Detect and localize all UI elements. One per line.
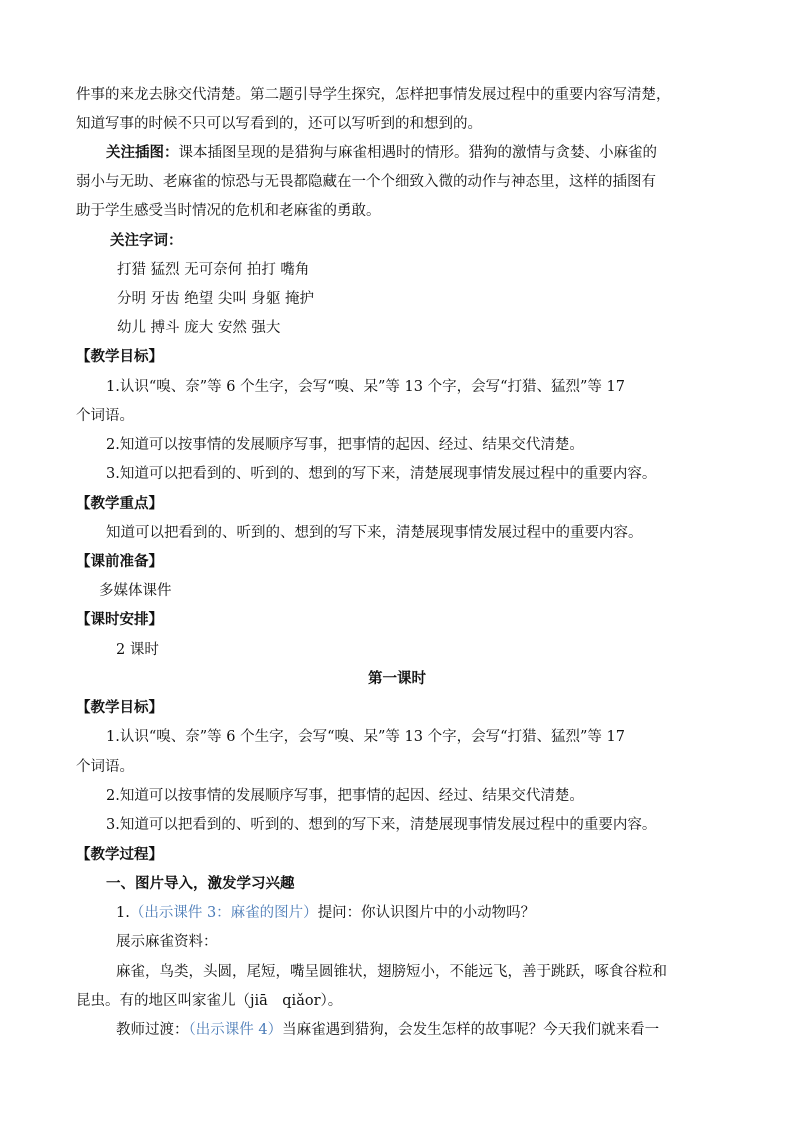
- sparrow-info-1: 麻雀，鸟类，头圆，尾短，嘴呈圆锥状，翅膀短小，不能远飞，善于跳跃，啄食谷粒和: [116, 964, 667, 980]
- schedule-text: 2 课时: [116, 642, 159, 658]
- sparrow-info-2: 昆虫。有的地区叫家雀儿（jiā qiǎor）。: [76, 993, 343, 1009]
- lesson-goal-3: 3.知道可以把看到的、听到的、想到的写下来，清楚展现事情发展过程中的重要内容。: [106, 817, 657, 833]
- process-heading: 【教学过程】: [76, 846, 163, 863]
- words-label: 关注字词：: [110, 232, 183, 249]
- words-row-2: 分明 牙齿 绝望 尖叫 身躯 掩护: [117, 291, 315, 307]
- transition-text: 当麻雀遇到猎狗，会发生怎样的故事呢？今天我们就来看一: [282, 1022, 660, 1038]
- illustration-label: 关注插图：: [106, 144, 179, 161]
- transition-label: 教师过渡：: [116, 1022, 189, 1038]
- prep-heading: 【课前准备】: [76, 553, 163, 570]
- lesson-goal-1b: 个词语。: [76, 759, 134, 775]
- lesson-goal-1a: 1.认识“嗅、奈”等 6 个生字，会写“嗅、呆”等 13 个字，会写“打猎、猛烈”等 17: [106, 729, 625, 745]
- intro-line-2: 知道写事的时候不只可以写看到的，还可以写听到的和想到的。: [76, 116, 482, 132]
- illustration-text-2: 弱小与无助、老麻雀的惊恐与无畏都隐藏在一个个细致入微的动作与神态里，这样的插图有: [76, 174, 656, 190]
- schedule-heading: 【课时安排】: [76, 611, 163, 628]
- sparrow-info-label: 展示麻雀资料：: [116, 934, 218, 950]
- words-row-3: 幼儿 搏斗 庞大 安然 强大: [117, 320, 281, 336]
- step-1-text: 提问：你认识图片中的小动物吗？: [317, 905, 536, 921]
- prep-text: 多媒体课件: [99, 583, 172, 599]
- lesson-goal-2: 2.知道可以按事情的发展顺序写事，把事情的起因、经过、结果交代清楚。: [106, 788, 584, 804]
- illustration-text-3: 助于学生感受当时情况的危机和老麻雀的勇敢。: [76, 203, 381, 219]
- illustration-text-1: 课本插图呈现的是猎狗与麻雀相遇时的情形。猎狗的激情与贪婪、小麻雀的: [178, 145, 657, 161]
- courseware-3-link: （出示课件 3：麻雀的图片）: [129, 905, 318, 921]
- focus-text: 知道可以把看到的、听到的、想到的写下来，清楚展现事情发展过程中的重要内容。: [106, 525, 643, 541]
- lesson-title: 第一课时: [368, 670, 426, 687]
- process-section-1: 一、图片导入，激发学习兴趣: [106, 875, 295, 892]
- intro-line-1: 件事的来龙去脉交代清楚。第二题引导学生探究，怎样把事情发展过程中的重要内容写清楚，: [76, 87, 671, 103]
- words-row-1: 打猎 猛烈 无可奈何 拍打 嘴角: [117, 262, 310, 278]
- step-1-number: 1.: [116, 905, 130, 921]
- goal-1a: 1.认识“嗅、奈”等 6 个生字，会写“嗅、呆”等 13 个字，会写“打猎、猛烈”等 17: [106, 379, 625, 395]
- focus-heading: 【教学重点】: [76, 495, 163, 512]
- courseware-4-link: （出示课件 4）: [188, 1022, 283, 1038]
- goals-heading: 【教学目标】: [76, 348, 163, 365]
- goal-1b: 个词语。: [76, 408, 134, 424]
- goal-2: 2.知道可以按事情的发展顺序写事，把事情的起因、经过、结果交代清楚。: [106, 437, 584, 453]
- teacher-transition: [116, 1020, 659, 1040]
- illustration-paragraph: [106, 143, 657, 163]
- goal-3: 3.知道可以把看到的、听到的、想到的写下来，清楚展现事情发展过程中的重要内容。: [106, 466, 657, 482]
- lesson-goals-heading: 【教学目标】: [76, 699, 163, 716]
- process-step-1: [116, 903, 535, 923]
